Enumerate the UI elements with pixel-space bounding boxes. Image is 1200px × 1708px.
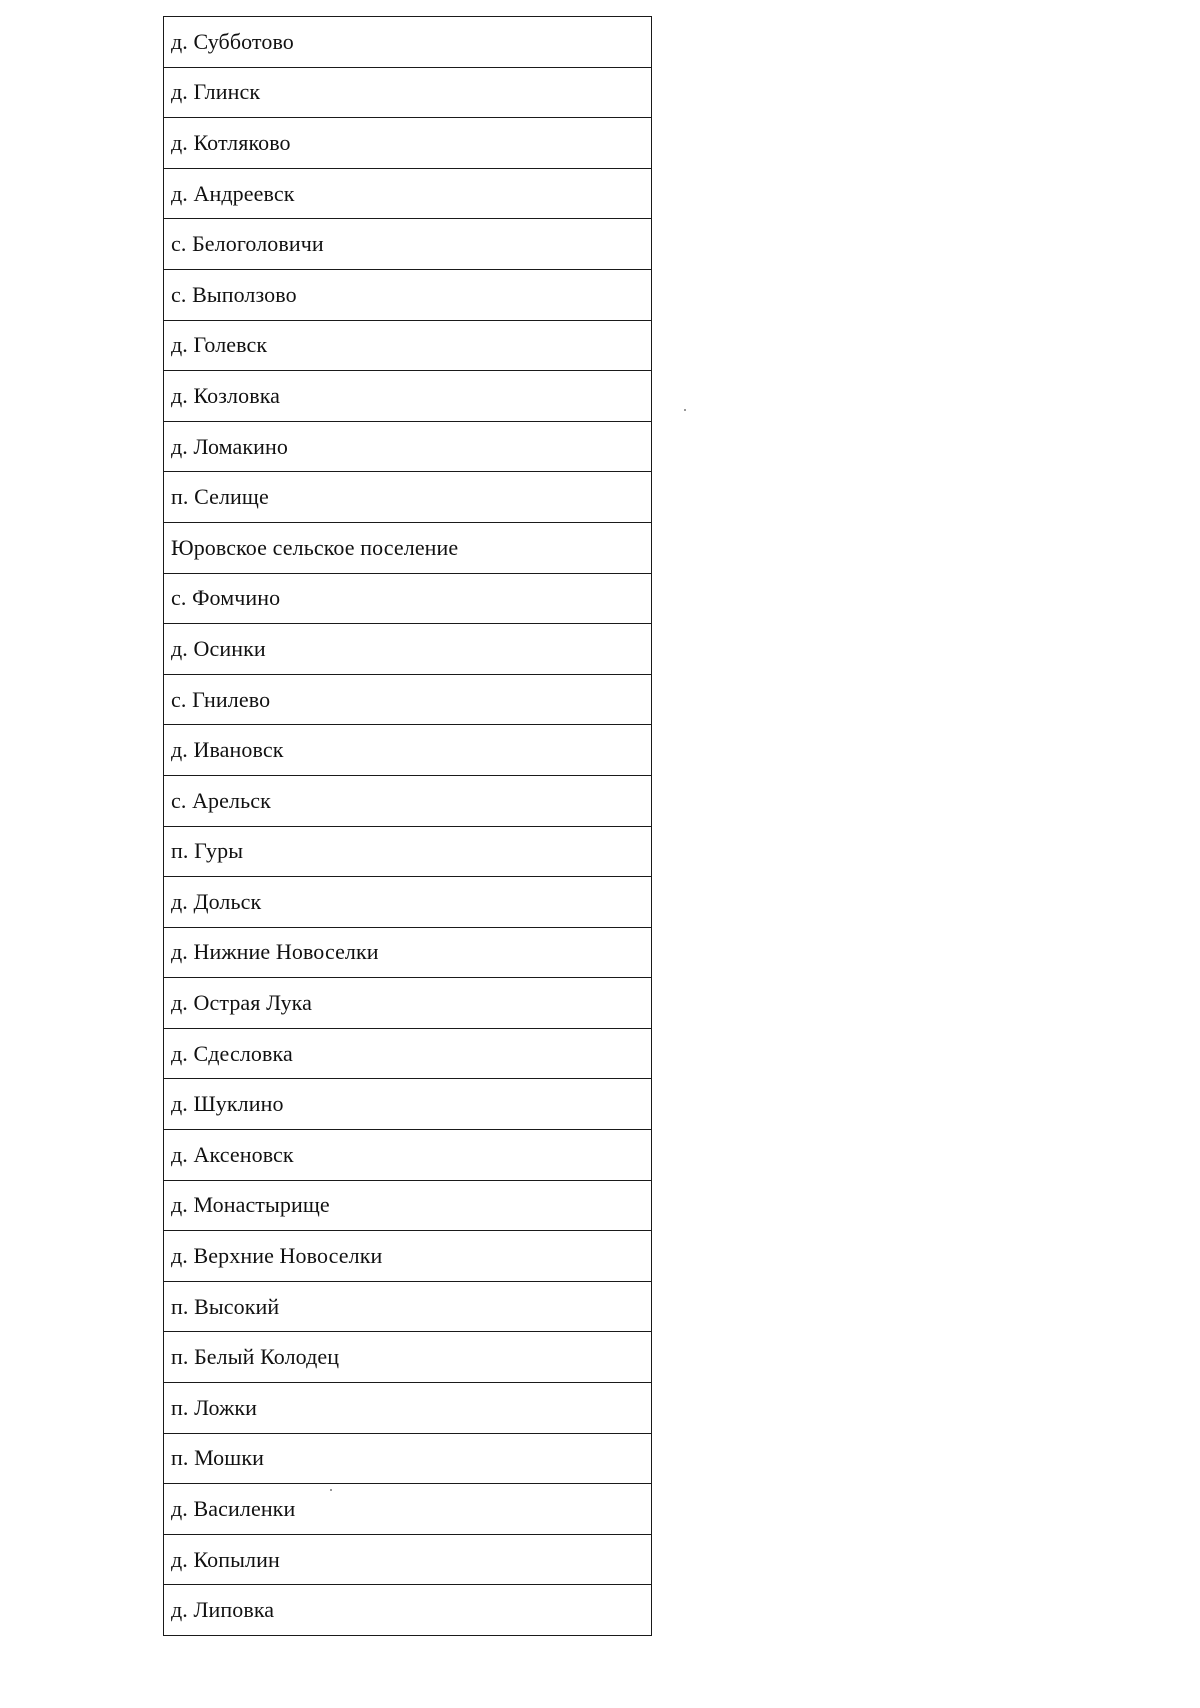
table-row [164,775,652,826]
settlement-name-cell: д. Ивановск [164,725,652,776]
table-row [164,725,652,776]
table-row [164,1028,652,1079]
table-row [164,1484,652,1535]
table-row [164,624,652,675]
table-row [164,826,652,877]
table-row [164,219,652,270]
table-row [164,978,652,1029]
settlement-name-cell: п. Ложки [164,1383,652,1434]
settlement-name-cell: д. Козловка [164,371,652,422]
settlement-name-cell: д. Аксеновск [164,1130,652,1181]
settlement-name-cell: с. Фомчино [164,573,652,624]
settlement-name-cell: д. Василенки [164,1484,652,1535]
table-row [164,1383,652,1434]
table-row [164,168,652,219]
settlement-name-cell: д. Копылин [164,1534,652,1585]
settlement-name-cell: п. Селище [164,472,652,523]
settlement-name-cell: д. Котляково [164,118,652,169]
table-row [164,1332,652,1383]
table-row [164,927,652,978]
table-row [164,877,652,928]
settlement-name-cell: д. Осинки [164,624,652,675]
settlements-table [163,16,652,1636]
settlement-name-cell: д. Сдесловка [164,1028,652,1079]
settlement-name-cell: с. Белоголовичи [164,219,652,270]
settlement-name-cell: д. Монастырище [164,1180,652,1231]
table-row [164,269,652,320]
scan-speck [330,1489,332,1491]
table-row [164,1534,652,1585]
settlement-name-cell: с. Гнилево [164,674,652,725]
settlement-name-cell: п. Высокий [164,1281,652,1332]
table-row [164,472,652,523]
table-row [164,1079,652,1130]
table-row [164,674,652,725]
settlement-name-cell: с. Арельск [164,775,652,826]
settlement-name-cell: д. Глинск [164,67,652,118]
settlement-name-cell: п. Белый Колодец [164,1332,652,1383]
scan-speck [684,409,686,411]
table-row [164,320,652,371]
settlement-name-cell: д. Липовка [164,1585,652,1636]
table-row [164,1281,652,1332]
table-row [164,1433,652,1484]
settlement-name-cell: д. Верхние Новоселки [164,1231,652,1282]
table-row [164,371,652,422]
settlement-name-cell: п. Гуры [164,826,652,877]
table-row [164,1130,652,1181]
settlement-name-cell: д. Острая Лука [164,978,652,1029]
settlement-name-cell: с. Выползово [164,269,652,320]
settlement-name-cell: д. Андреевск [164,168,652,219]
settlement-name-cell: п. Мошки [164,1433,652,1484]
settlement-name-cell: д. Голевск [164,320,652,371]
table-row [164,573,652,624]
table-row [164,522,652,573]
table-row [164,1180,652,1231]
settlement-name-cell: д. Ломакино [164,421,652,472]
settlements-table-body [164,17,652,1636]
table-row [164,1231,652,1282]
settlement-name-cell: д. Шуклино [164,1079,652,1130]
settlement-name-cell: д. Дольск [164,877,652,928]
table-row [164,118,652,169]
table-row [164,67,652,118]
settlement-name-cell: д. Субботово [164,17,652,68]
table-row [164,421,652,472]
table-row [164,17,652,68]
settlement-name-cell: Юровское сельское поселение [164,522,652,573]
settlement-name-cell: д. Нижние Новоселки [164,927,652,978]
table-row [164,1585,652,1636]
